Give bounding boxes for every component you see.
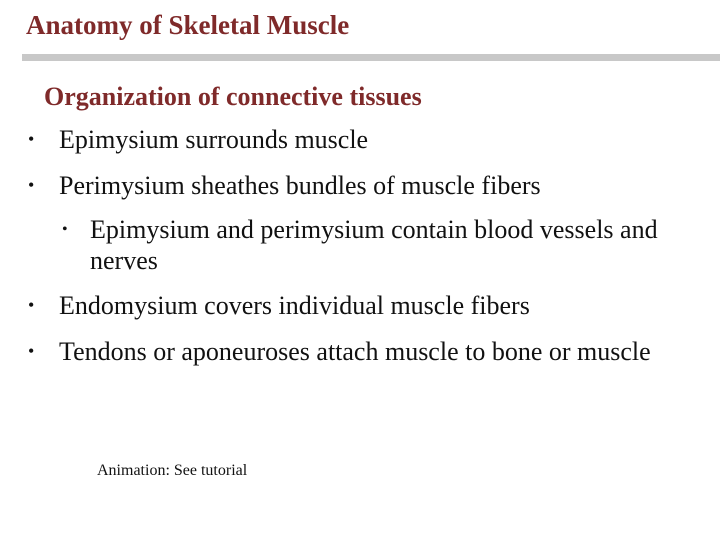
bullet-marker: • bbox=[28, 175, 35, 195]
bullet-marker: • bbox=[62, 221, 68, 238]
bullet-item bbox=[28, 170, 708, 201]
slide-subtitle: Organization of connective tissues bbox=[44, 82, 422, 111]
title-divider bbox=[22, 54, 720, 61]
bullet-item bbox=[28, 124, 708, 155]
bullet-text: Perimysium sheathes bundles of muscle fibers bbox=[59, 171, 541, 200]
bullet-marker: • bbox=[28, 295, 35, 315]
sub-bullet-item bbox=[62, 214, 662, 276]
bullet-text: Epimysium surrounds muscle bbox=[59, 125, 369, 154]
bullet-text: Tendons or aponeuroses attach muscle to bone or muscle bbox=[59, 337, 651, 366]
bullet-item bbox=[28, 290, 708, 321]
bullet-item bbox=[28, 336, 708, 367]
bullet-text: Endomysium covers individual muscle fibers bbox=[59, 291, 530, 320]
animation-note: Animation: See tutorial bbox=[97, 462, 248, 479]
bullet-text: Epimysium and perimysium contain blood vessels and nerves bbox=[90, 215, 658, 275]
bullet-marker: • bbox=[28, 129, 35, 149]
bullet-marker: • bbox=[28, 341, 35, 361]
slide-title: Anatomy of Skeletal Muscle bbox=[26, 10, 350, 40]
